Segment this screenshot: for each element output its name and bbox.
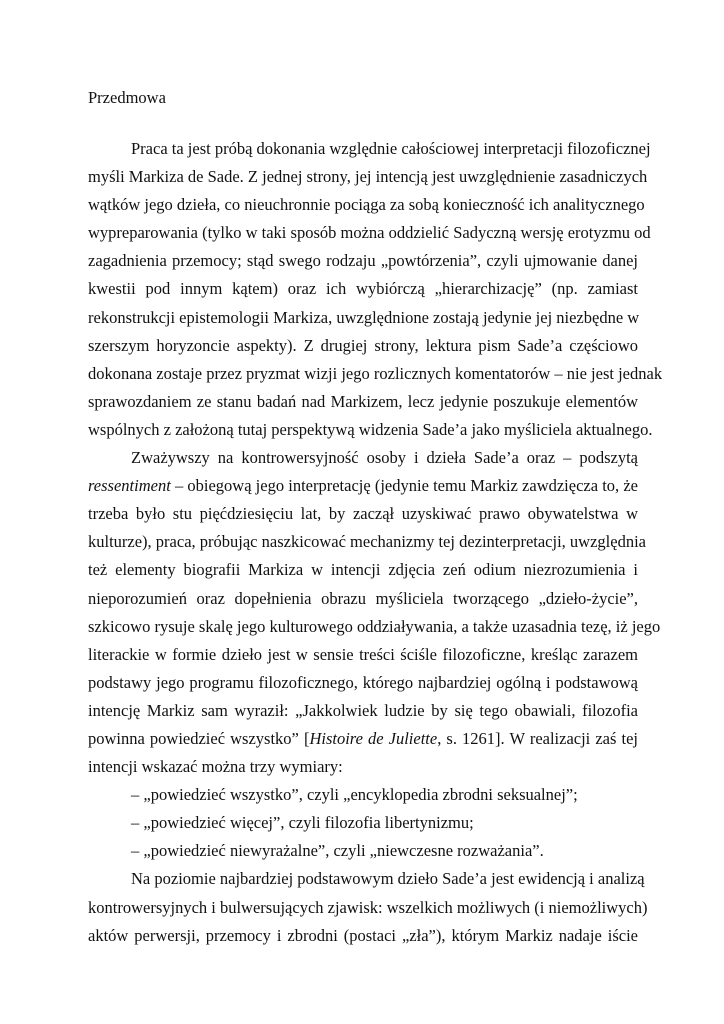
text-line: Praca ta jest próbą dokonania względnie całościowej interpretacji filozoficznej (131, 139, 651, 158)
text-span: , s. 1261]. W realizacji zaś tej (437, 728, 638, 748)
text-line: intencji wskazać można trzy wymiary: (88, 757, 343, 777)
text-line: wspólnych z założoną tutaj perspektywą widzenia Sade’a jako myśliciela aktualnego. (88, 419, 653, 439)
text-line: trzeba było stu pięćdziesięciu lat, by zaczął uzyskiwać prawo obywatelstwa w (88, 504, 638, 524)
text-line: podstawy jego programu filozoficznego, którego najbardziej ogólną i podstawową (88, 672, 638, 692)
text-line (88, 472, 638, 500)
list-item: – „powiedzieć niewyrażalne”, czyli „niewczesne rozważania”. (131, 841, 544, 861)
text-line: kontrowersyjnych i bulwersujących zjawisk: wszelkich możliwych (i niemożliwych) (88, 897, 648, 917)
text-line: szerszym horyzoncie aspekty). Z drugiej strony, lektura pism Sade’a częściowo (88, 335, 638, 355)
body-text (88, 135, 663, 950)
text-span: powinna powiedzieć wszystko” [ (88, 728, 310, 748)
text-line: intencję Markiz sam wyraził: „Jakkolwiek ludzie by się tego obawiali, filozofia (88, 700, 638, 720)
page-title: Przedmowa (88, 88, 166, 107)
italic-term: ressentiment (88, 476, 171, 496)
text-line: też elementy biografii Markiza w intencji zdjęcia zeń odium niezrozumienia i (88, 560, 638, 580)
list-item: – „powiedzieć wszystko”, czyli „encyklopedia zbrodni seksualnej”; (131, 785, 578, 805)
text-line: kwestii pod innym kątem) oraz ich wybiórczą „hierarchizację” (np. zamiast (88, 279, 638, 299)
text-line: literackie w formie dzieło jest w sensie treści ściśle filozoficzne, kreśląc zarazem (88, 644, 638, 664)
text-line: kulturze), praca, próbując naszkicować mechanizmy tej dezinterpretacji, uwzględnia (88, 532, 646, 552)
text-line: myśli Markiza de Sade. Z jednej strony, jej intencją jest uwzględnienie zasadniczych (88, 167, 648, 187)
text-line: wątków jego dzieła, co nieuchronnie pociąga za sobą konieczność ich analitycznego (88, 195, 645, 215)
text-line: szkicowo rysuje skalę jego kulturowego oddziaływania, a także uzasadnia tezę, iż jego (88, 616, 661, 636)
text-line: zagadnienia przemocy; stąd swego rodzaju „powtórzenia”, czyli ujmowanie danej (88, 251, 638, 271)
text-line: rekonstrukcji epistemologii Markiza, uwzględnione zostają jedynie jej niezbędne w (88, 307, 640, 327)
list-item: – „powiedzieć więcej”, czyli filozofia libertynizmu; (131, 813, 474, 833)
citation-title: Histoire de Juliette (309, 728, 438, 748)
text-line: nieporozumień oraz dopełnienia obrazu myśliciela tworzącego „dzieło-życie”, (88, 588, 638, 608)
text-span: – obiegową jego interpretację (jedynie temu Markiz zawdzięcza to, że (170, 476, 638, 496)
text-line: Na poziomie najbardziej podstawowym dzieło Sade’a jest ewidencją i analizą (131, 869, 645, 889)
text-line (88, 725, 638, 753)
text-line: Zważywszy na kontrowersyjność osoby i dzieła Sade’a oraz – podszytą (131, 448, 638, 468)
text-line: aktów perwersji, przemocy i zbrodni (postaci „zła”), którym Markiz nadaje iście (88, 925, 638, 945)
text-line: wypreparowania (tylko w taki sposób można oddzielić Sadyczną wersję erotyzmu od (88, 223, 651, 243)
text-line: sprawozdaniem ze stanu badań nad Markizem, lecz jedynie poszukuje elementów (88, 391, 638, 411)
text-line: dokonana zostaje przez pryzmat wizji jego rozlicznych komentatorów – nie jest jednak (88, 363, 663, 383)
